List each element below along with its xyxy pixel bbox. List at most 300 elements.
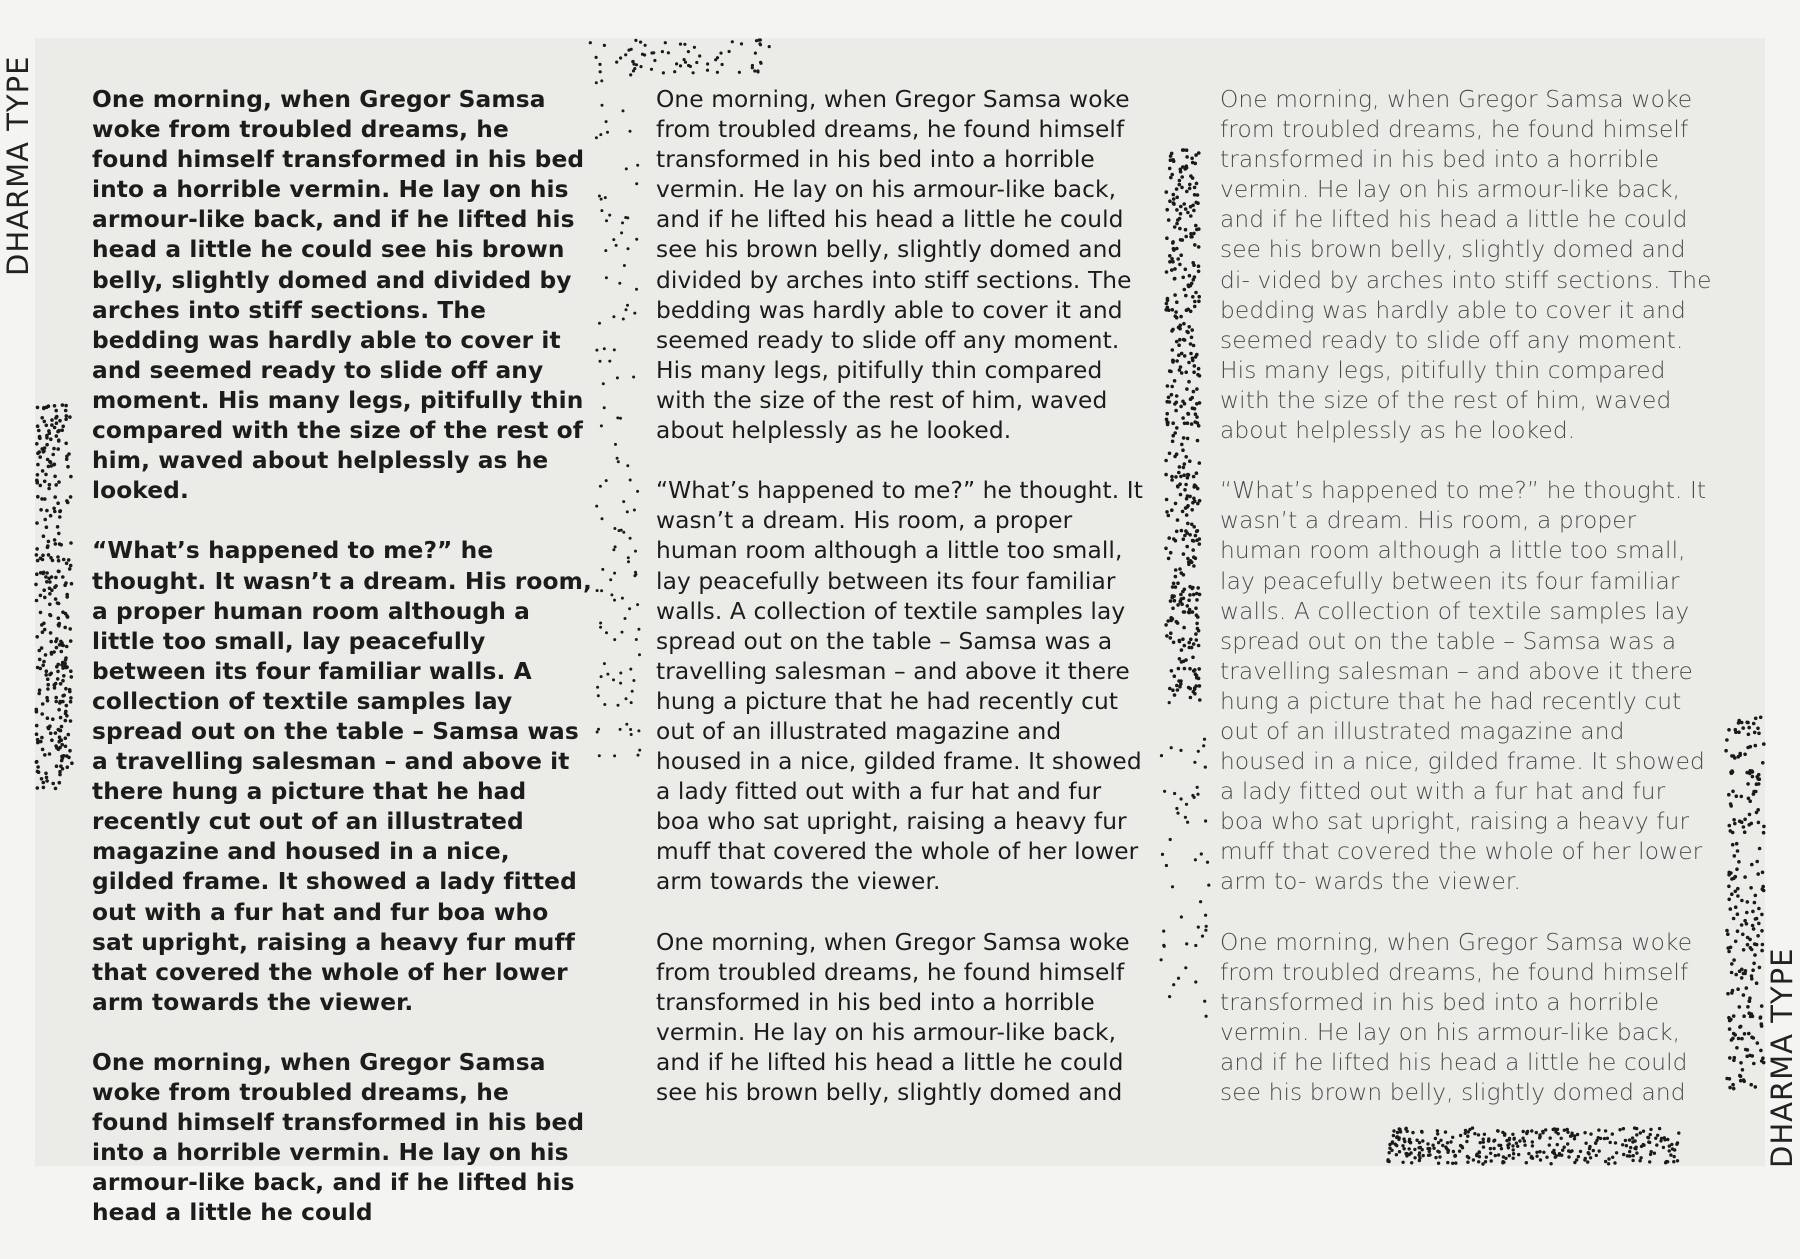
stipple-dot: [1190, 508, 1194, 512]
stipple-dot: [1192, 390, 1196, 394]
stipple-dot: [1168, 452, 1172, 456]
stipple-dot: [1172, 193, 1176, 197]
stipple-dot: [41, 664, 45, 668]
stipple-dot: [35, 481, 39, 485]
stipple-dot: [627, 556, 630, 559]
stipple-dot: [1171, 158, 1175, 162]
stipple-dot: [53, 686, 57, 690]
stipple-dot: [1192, 344, 1196, 348]
stipple-dot: [1182, 466, 1186, 470]
stipple-dot: [45, 509, 49, 513]
stipple-dot: [1163, 790, 1166, 793]
paragraph: One morning, when Gregor Samsa woke from troubled dreams, he found himself transformed in his bed into a horrible vermin. He lay on his armour-like back, and if he lifted his head a little he could see his brown belly, slightly domed and di- vided by arches into stiff sections. The bedding was hardly able to cover it and seemed ready to slide off any moment. His many legs, pitifully thin compared with the size of the rest of him, waved about helplessly as he looked.: [1220, 86, 1712, 445]
stipple-dot: [1624, 1139, 1627, 1142]
stipple-dot: [1675, 1143, 1678, 1146]
stipple-dot: [1499, 1144, 1502, 1147]
stipple-dot: [1192, 209, 1196, 213]
stipple-dot: [42, 786, 46, 790]
stipple-dot: [1166, 421, 1170, 425]
stipple-dot: [68, 627, 72, 631]
stipple-dot: [45, 580, 49, 584]
stipple-dot: [1482, 1141, 1485, 1144]
stipple-dot: [1204, 766, 1207, 769]
stipple-dot: [64, 658, 68, 662]
stipple-dot: [698, 54, 701, 57]
stipple-dot: [1742, 948, 1746, 952]
stipple-dot: [64, 581, 68, 585]
stipple-dot: [637, 754, 640, 757]
stipple-dot: [1756, 808, 1760, 812]
stipple-dot: [1191, 656, 1195, 660]
stipple-dot: [1515, 1142, 1518, 1145]
stipple-dot: [1466, 1155, 1469, 1158]
stipple-dot: [1173, 599, 1177, 603]
stipple-dot: [39, 484, 43, 488]
stipple-dot: [1194, 355, 1198, 359]
stipple-dot: [45, 696, 49, 700]
stipple-dot: [61, 756, 65, 760]
stipple-dot: [599, 133, 602, 136]
stipple-dot: [1742, 1014, 1746, 1018]
stipple-dot: [1184, 235, 1188, 239]
stipple-dot: [603, 406, 606, 409]
dots-right-edge: [1724, 716, 1765, 1091]
stipple-dot: [1190, 587, 1194, 591]
stipple-dot: [1754, 744, 1758, 748]
stipple-dot: [1197, 629, 1201, 633]
stipple-dot: [45, 571, 49, 575]
stipple-dot: [1755, 981, 1759, 985]
stipple-dot: [1191, 161, 1195, 165]
stipple-dot: [1762, 831, 1766, 835]
stipple-dot: [1753, 953, 1757, 957]
stipple-dot: [1183, 644, 1187, 648]
stipple-dot: [628, 607, 631, 610]
stipple-dot: [624, 216, 627, 219]
stipple-dot: [44, 772, 48, 776]
stipple-dot: [1165, 498, 1169, 502]
stipple-dot: [1584, 1157, 1587, 1160]
stipple-dot: [1176, 257, 1180, 261]
stipple-dot: [1191, 176, 1195, 180]
stipple-dot: [1428, 1153, 1431, 1156]
stipple-dot: [1204, 819, 1207, 822]
stipple-dot: [36, 770, 40, 774]
stipple-dot: [1206, 861, 1209, 864]
stipple-dot: [52, 650, 56, 654]
stipple-dot: [1178, 368, 1182, 372]
stipple-dot: [36, 559, 40, 563]
stipple-dot: [601, 517, 604, 520]
stipple-dot: [1195, 402, 1199, 406]
stipple-dot: [1165, 236, 1169, 240]
stipple-dot: [61, 767, 65, 771]
stipple-dot: [43, 753, 47, 757]
stipple-dot: [1180, 660, 1184, 664]
stipple-dot: [1589, 1156, 1592, 1159]
stipple-dot: [56, 525, 60, 529]
stipple-dot: [1726, 992, 1730, 996]
stipple-dot: [1445, 1147, 1448, 1150]
stipple-dot: [35, 442, 39, 446]
stipple-dot: [1172, 641, 1176, 645]
stipple-dot: [598, 63, 601, 66]
stipple-dot: [69, 639, 73, 643]
stipple-dot: [40, 447, 44, 451]
stipple-dot: [1170, 268, 1174, 272]
stipple-dot: [1194, 944, 1197, 947]
stipple-dot: [1672, 1160, 1675, 1163]
stipple-dot: [1621, 1143, 1624, 1146]
stipple-dot: [1745, 771, 1749, 775]
stipple-dot: [1525, 1161, 1528, 1164]
stipple-dot: [68, 415, 72, 419]
stipple-dot: [1742, 993, 1746, 997]
stipple-dot: [612, 678, 615, 681]
stipple-dot: [1189, 638, 1193, 642]
stipple-dot: [1196, 502, 1200, 506]
stipple-dot: [36, 463, 40, 467]
stipple-dot: [1409, 1151, 1412, 1154]
stipple-dot: [1749, 1083, 1753, 1087]
stipple-dot: [47, 727, 51, 731]
stipple-dot: [1730, 892, 1734, 896]
stipple-dot: [1724, 749, 1728, 753]
stipple-dot: [623, 264, 626, 267]
stipple-dot: [54, 696, 58, 700]
stipple-dot: [1549, 1162, 1552, 1165]
paragraph: One morning, when Gregor Samsa woke from troubled dreams, he found himself transformed in his bed into a horrible vermin. He lay on his armour-like back, and if he lifted his head a little he could see his brown belly, slightly domed and divided by arches into stiff sections. The bedding was hardly able to cover it and seemed ready to slide off any moment. His many legs, pitifully thin compared with the size of the rest of him, waved about helplessly as he looked.: [656, 86, 1132, 445]
stipple-dot: [1754, 1085, 1758, 1089]
stipple-dot: [1183, 354, 1187, 358]
stipple-dot: [1438, 1155, 1441, 1158]
stipple-dot: [43, 518, 47, 522]
stipple-dot: [1170, 669, 1174, 673]
stipple-dot: [1648, 1141, 1651, 1144]
stipple-dot: [53, 495, 57, 499]
stipple-dot: [1586, 1160, 1589, 1163]
stipple-dot: [1669, 1153, 1672, 1156]
stipple-dot: [1175, 807, 1178, 810]
paragraph: “What’s happened to me?” he thought. It wasn’t a dream. His room, a proper human room although a little too small, lay peacefully between its four familiar walls. A collection of textile samples lay spread out on the table – Samsa was a travelling salesman – and above it there hung a picture that he had recently cut out of an illustrated magazine and housed in a nice, gilded frame. It showed a lady fitted out with a fur hat and fur boa who sat upright, raising a heavy fur muff that covered the whole of her lower arm to- wards the viewer.: [1220, 477, 1707, 896]
stipple-dot: [1187, 563, 1191, 567]
stipple-dot: [1203, 1000, 1206, 1003]
stipple-dot: [1752, 962, 1756, 966]
paragraph: One morning, when Gregor Samsa woke from troubled dreams, he found himself transformed in his bed into a horrible vermin. He lay on his armour-like back, and if he lifted his head a little he could: [92, 1049, 585, 1227]
stipple-dot: [1187, 641, 1191, 645]
stipple-dot: [1398, 1150, 1401, 1153]
stipple-dot: [1181, 416, 1185, 420]
stipple-dot: [1177, 667, 1181, 671]
stipple-dot: [53, 475, 57, 479]
stipple-dot: [596, 731, 599, 734]
stipple-dot: [1418, 1141, 1421, 1144]
stipple-dot: [1171, 260, 1175, 264]
stipple-dot: [1388, 1143, 1391, 1146]
stipple-dot: [42, 534, 46, 538]
stipple-dot: [1196, 439, 1200, 443]
stipple-dot: [599, 360, 602, 363]
stipple-dot: [1191, 357, 1195, 361]
stipple-dot: [69, 669, 73, 673]
stipple-dot: [1512, 1148, 1515, 1151]
stipple-dot: [1170, 508, 1174, 512]
stipple-dot: [1191, 794, 1194, 797]
stipple-dot: [51, 782, 55, 786]
stipple-dot: [39, 508, 43, 512]
stipple-dot: [55, 421, 59, 425]
stipple-dot: [740, 42, 743, 45]
stipple-dot: [1190, 328, 1194, 332]
stipple-dot: [1728, 824, 1732, 828]
stipple-dot: [1161, 853, 1164, 856]
stipple-dot: [1186, 421, 1190, 425]
stipple-dot: [1193, 761, 1196, 764]
stipple-dot: [1648, 1160, 1651, 1163]
stipple-dot: [1556, 1143, 1559, 1146]
stipple-dot: [55, 646, 59, 650]
stipple-dot: [1175, 684, 1179, 688]
stipple-dot: [1179, 365, 1183, 369]
stipple-dot: [1642, 1144, 1645, 1147]
stipple-dot: [675, 62, 678, 65]
stipple-dot: [1184, 207, 1188, 211]
stipple-dot: [612, 315, 615, 318]
stipple-dot: [46, 683, 50, 687]
stipple-dot: [1390, 1149, 1393, 1152]
stipple-dot: [62, 694, 66, 698]
stipple-dot: [620, 231, 623, 234]
stipple-dot: [1726, 946, 1730, 950]
stipple-dot: [1506, 1144, 1509, 1147]
stipple-dot: [1587, 1151, 1590, 1154]
stipple-dot: [605, 120, 608, 123]
stipple-dot: [1598, 1149, 1601, 1152]
stipple-dot: [1437, 1162, 1440, 1165]
stipple-dot: [1192, 232, 1196, 236]
stipple-dot: [1728, 1077, 1732, 1081]
stipple-dot: [1739, 1075, 1743, 1079]
stipple-dot: [1177, 471, 1181, 475]
stipple-dot: [626, 304, 629, 307]
stipple-dot: [1761, 885, 1765, 889]
stipple-dot: [1175, 359, 1179, 363]
stipple-dot: [1561, 1149, 1564, 1152]
stipple-dot: [1191, 501, 1195, 505]
stipple-dot: [1171, 607, 1175, 611]
stipple-dot: [1196, 201, 1200, 205]
stipple-dot: [1179, 405, 1183, 409]
stipple-dot: [626, 510, 629, 513]
stipple-dot: [667, 51, 670, 54]
stipple-dot: [622, 531, 625, 534]
stipple-dot: [39, 740, 43, 744]
stipple-dot: [622, 318, 625, 321]
stipple-dot: [1452, 1150, 1455, 1153]
stipple-dot: [706, 69, 709, 72]
stipple-dot: [1178, 482, 1182, 486]
stipple-dot: [1168, 199, 1172, 203]
stipple-dot: [37, 450, 41, 454]
stipple-dot: [1173, 674, 1177, 678]
stipple-dot: [1185, 148, 1189, 152]
stipple-dot: [1192, 690, 1196, 694]
stipple-dot: [1178, 338, 1182, 342]
stipple-dot: [1584, 1142, 1587, 1145]
stipple-dot: [1762, 825, 1766, 829]
stipple-dot: [1650, 1150, 1653, 1153]
paragraph: “What’s happened to me?” he thought. It wasn’t a dream. His room, a proper human room although a little too small, lay peacefully between its four familiar walls. A collection of textile samples lay spread out on the table – Samsa was a travelling salesman – and above it there hung a picture that he had recently cut out of an illustrated magazine and housed in a nice, gilded frame. It showed a lady fitted out with a fur hat and fur boa who sat upright, raising a heavy fur muff that covered the whole of her lower arm towards the viewer.: [92, 537, 592, 1016]
stipple-dot: [56, 555, 60, 559]
stipple-dot: [1197, 667, 1201, 671]
stipple-dot: [599, 70, 602, 73]
stipple-dot: [1181, 510, 1185, 514]
stipple-dot: [45, 434, 49, 438]
stipple-dot: [1167, 218, 1171, 222]
stipple-dot: [1388, 1151, 1391, 1154]
stipple-dot: [1730, 962, 1734, 966]
stipple-dot: [1186, 821, 1189, 824]
stipple-dot: [751, 66, 754, 69]
paragraph: “What’s happened to me?” he thought. It wasn’t a dream. His room, a proper human room although a little too small, lay peacefully between its four familiar walls. A collection of textile samples lay spread out on the table – Samsa was a travelling salesman – and above it there hung a picture that he had recently cut out of an illustrated magazine and housed in a nice, gilded frame. It showed a lady fitted out with a fur hat and fur boa who sat upright, raising a heavy fur muff that covered the whole of her lower arm towards the viewer.: [656, 477, 1143, 896]
stipple-dot: [687, 50, 690, 53]
stipple-dot: [1167, 514, 1171, 518]
stipple-dot: [1169, 616, 1173, 620]
stipple-dot: [1174, 310, 1178, 314]
stipple-dot: [1756, 727, 1760, 731]
stipple-dot: [716, 71, 719, 74]
stipple-dot: [36, 666, 40, 670]
stipple-dot: [1594, 1141, 1597, 1144]
stipple-dot: [1754, 717, 1758, 721]
stipple-dot: [61, 575, 65, 579]
stipple-dot: [1731, 790, 1735, 794]
stipple-dot: [1500, 1147, 1503, 1150]
stipple-dot: [1173, 402, 1177, 406]
stipple-dot: [606, 131, 609, 134]
stipple-dot: [679, 43, 682, 46]
stipple-dot: [1194, 224, 1198, 228]
stipple-dot: [613, 638, 616, 641]
stipple-dot: [53, 404, 57, 408]
stipple-dot: [1760, 1059, 1764, 1063]
stipple-dot: [69, 541, 73, 545]
stipple-dot: [1614, 1141, 1617, 1144]
stipple-dot: [1417, 1153, 1420, 1156]
stipple-dot: [1178, 567, 1182, 571]
stipple-dot: [45, 669, 49, 673]
stipple-dot: [1164, 308, 1168, 312]
stipple-dot: [35, 724, 39, 728]
stipple-dot: [50, 423, 54, 427]
dots-left-middle-column: [595, 79, 641, 757]
stipple-dot: [1169, 176, 1173, 180]
stipple-dot: [1746, 943, 1750, 947]
stipple-dot: [653, 59, 656, 62]
stipple-dot: [1185, 155, 1189, 159]
stipple-dot: [1759, 1049, 1763, 1053]
stipple-dot: [1747, 733, 1751, 737]
stipple-dot: [61, 700, 65, 704]
stipple-dot: [1750, 1012, 1754, 1016]
stipple-dot: [632, 69, 635, 72]
stipple-dot: [60, 738, 64, 742]
stipple-dot: [684, 61, 687, 64]
stipple-dot: [754, 52, 757, 55]
stipple-dot: [1489, 1147, 1492, 1150]
stipple-dot: [1535, 1155, 1538, 1158]
stipple-dot: [1183, 402, 1187, 406]
stipple-dot: [1191, 406, 1195, 410]
stipple-dot: [1197, 750, 1200, 753]
stipple-dot: [46, 716, 50, 720]
stipple-dot: [1439, 1139, 1442, 1142]
stipple-dot: [1757, 821, 1761, 825]
stipple-dot: [43, 596, 47, 600]
stipple-dot: [1554, 1156, 1557, 1159]
stipple-dot: [1743, 972, 1747, 976]
stipple-dot: [1179, 238, 1183, 242]
stipple-dot: [70, 675, 74, 679]
stipple-dot: [1653, 1152, 1656, 1155]
stipple-dot: [599, 626, 602, 629]
stipple-dot: [1727, 898, 1731, 902]
stipple-dot: [38, 436, 42, 440]
stipple-dot: [1761, 871, 1765, 875]
stipple-dot: [1743, 1032, 1747, 1036]
stipple-dot: [603, 347, 606, 350]
stipple-dot: [598, 322, 601, 325]
stipple-dot: [1179, 493, 1183, 497]
stipple-dot: [1740, 1037, 1744, 1041]
stipple-dot: [1750, 1036, 1754, 1040]
stipple-dot: [46, 544, 50, 548]
stipple-dot: [1727, 793, 1731, 797]
stipple-dot: [45, 776, 49, 780]
stipple-dot: [47, 540, 51, 544]
stipple-dot: [61, 425, 65, 429]
stipple-dot: [1187, 361, 1191, 365]
stipple-dot: [1741, 726, 1745, 730]
stipple-dot: [50, 588, 54, 592]
stipple-dot: [1746, 900, 1750, 904]
stipple-dot: [69, 475, 73, 479]
stipple-dot: [613, 527, 616, 530]
stipple-dot: [1171, 348, 1175, 352]
stipple-dot: [1751, 924, 1755, 928]
stipple-dot: [34, 583, 38, 587]
stipple-dot: [58, 419, 62, 423]
stipple-dot: [714, 58, 717, 61]
stipple-dot: [1577, 1155, 1580, 1158]
stipple-dot: [1166, 619, 1170, 623]
stipple-dot: [1188, 608, 1192, 612]
stipple-dot: [54, 542, 58, 546]
stipple-dot: [1191, 548, 1195, 552]
stipple-dot: [1180, 175, 1184, 179]
stipple-dot: [1175, 187, 1179, 191]
stipple-dot: [1173, 379, 1177, 383]
stipple-dot: [35, 732, 39, 736]
stipple-dot: [1497, 1153, 1500, 1156]
stipple-dot: [1628, 1138, 1631, 1141]
stipple-dot: [1168, 260, 1172, 264]
stipple-dot: [1570, 1149, 1573, 1152]
stipple-dot: [54, 744, 58, 748]
stipple-dot: [1638, 1159, 1641, 1162]
stipple-dot: [598, 754, 601, 757]
stipple-dot: [595, 136, 598, 139]
